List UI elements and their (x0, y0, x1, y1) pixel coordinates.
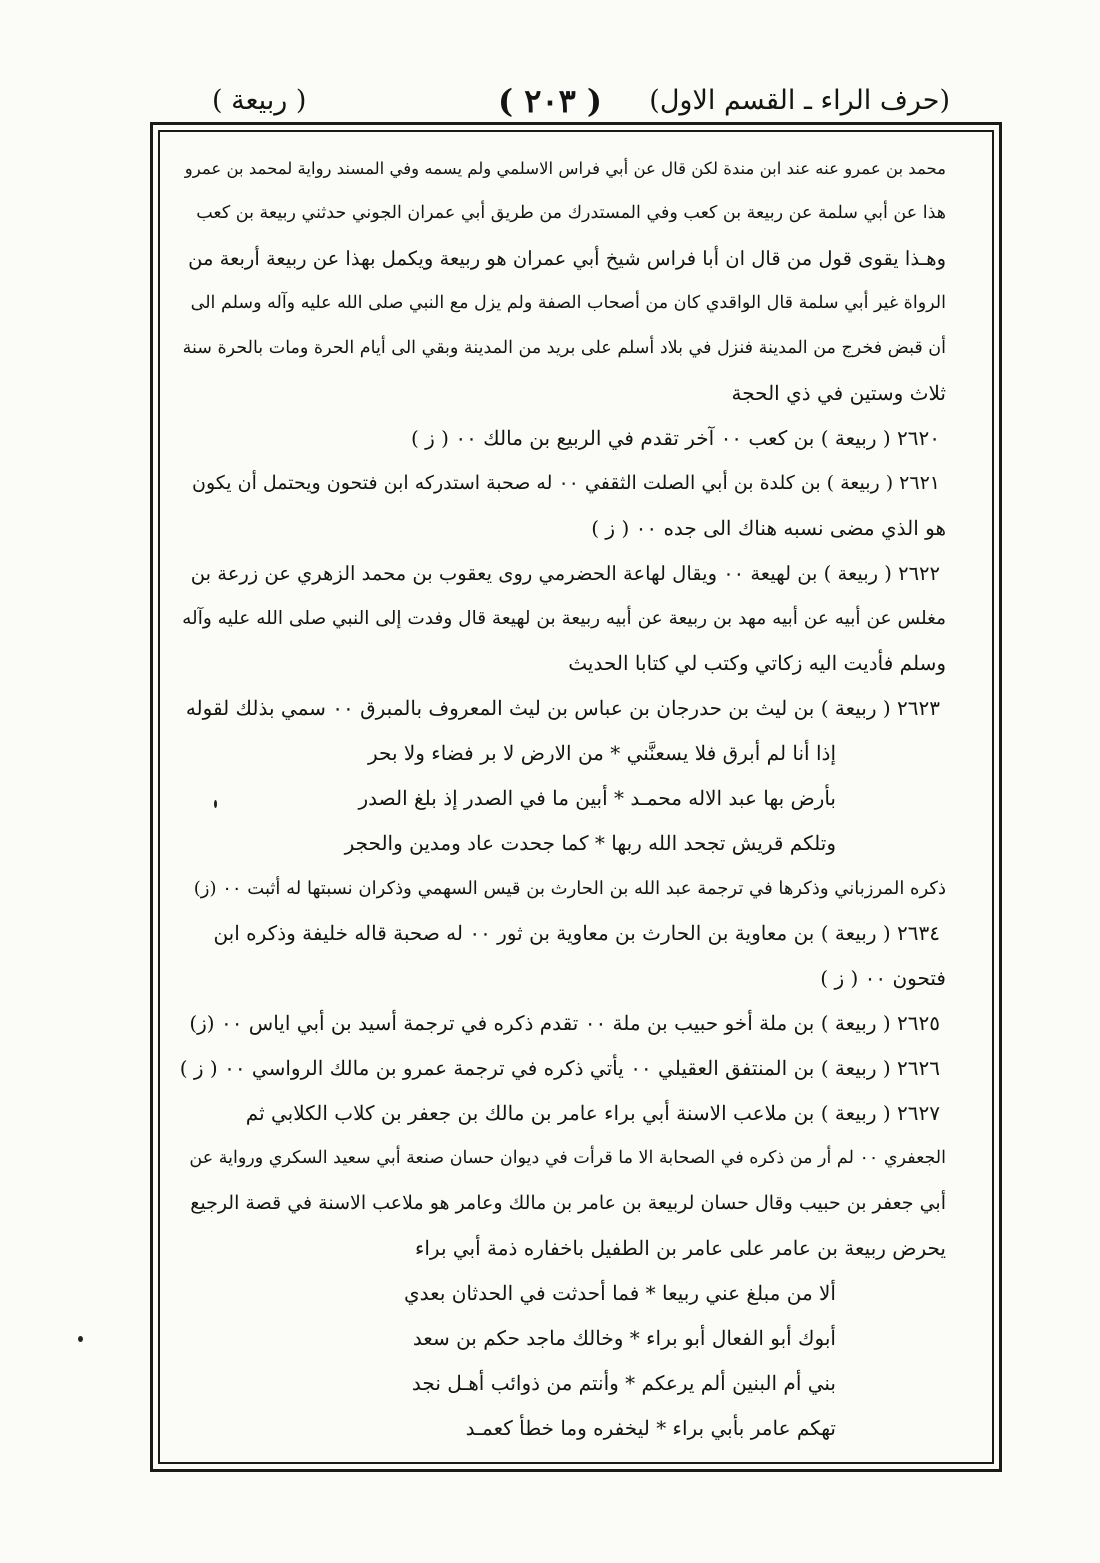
verse-line: بأرض بها عبد الاله محمـد * أبين ما في الصدر إذ بلغ الصدر (358, 786, 836, 810)
verse-line: بني أم البنين ألم يرعكم * وأنتم من ذوائب أهـل نجد (411, 1371, 836, 1395)
entry-line: ٢٦٢١ ( ربيعة ) بن كلدة بن أبي الصلت الثقفي ٠٠ له صحبة استدركه ابن فتحون ويحتمل أن يكون (192, 472, 940, 494)
entry-heading: ( ربيعة ) (212, 85, 307, 116)
verse-line: ألا من مبلغ عني ربيعا * فما أحدثت في الحدثان بعدي (404, 1281, 836, 1305)
text-line: محمد بن عمرو عنه عند ابن مندة لكن قال عن أبي فراس الاسلمي ولم يسمه وفي المسند رواية لمحمد بن عمرو (184, 159, 946, 178)
verse-line: وتلكم قريش تجحد الله ربها * كما جحدت عاد ومدين والحجر (344, 831, 836, 855)
entry-line: ٢٦٢٢ ( ربيعة ) بن لهيعة ٠٠ ويقال لهاعة الحضرمي روى يعقوب بن محمد الزهري عن زرعة بن (190, 562, 940, 585)
text-line: وهـذا يقوى قول من قال ان أبا فراس شيخ أبي عمران هو ربيعة ويكمل بهذا عن ربيعة أربعة من (188, 247, 946, 270)
text-line: وسلم فأديت اليه زكاتي وكتب لي كتابا الحديث (568, 651, 946, 675)
text-line: هو الذي مضى نسبه هناك الى جده ٠٠ ( ز ) (591, 516, 946, 540)
text-line: مغلس عن أبيه عن أبيه مهد بن ربيعة عن أبيه ربيعة بن لهيعة قال وفدت إلى النبي صلى الله عليه وآله (182, 608, 946, 629)
entry-line: ٢٦٢٣ ( ربيعة ) بن ليث بن حدرجان بن عباس بن ليث المعروف بالمبرق ٠٠ سمي بذلك لقوله (185, 696, 940, 720)
chapter-heading: (حرف الراء ـ القسم الاول) (649, 85, 950, 116)
entry-line: ٢٦٢٥ ( ربيعة ) بن ملة أخو حبيب بن ملة ٠٠ تقدم ذكره في ترجمة أسيد بن أبي اياس ٠٠ (ز) (189, 1011, 940, 1035)
text-line: أن قبض فخرج من المدينة فنزل في بلاد أسلم على بريد من المدينة وبقي الى أيام الحرة ومات بالحرة سنة (182, 338, 946, 358)
text-line: يحرض ربيعة بن عامر على عامر بن الطفيل باخفاره ذمة أبي براء (414, 1236, 946, 1260)
text-line: الرواة غير أبي سلمة قال الواقدي كان من أصحاب الصفة ولم يزل مع النبي صلى الله عليه وآله وسلم الى (190, 293, 946, 313)
text-line: أبي جعفر بن حبيب وقال حسان لربيعة بن عامر بن مالك وعامر هو ملاعب الاسنة في قصة الرجيع (190, 1192, 946, 1214)
page-header (150, 78, 950, 124)
page-number: ( ٢٠٣ ) (497, 82, 603, 120)
text-line: ذكره المرزباني وذكرها في ترجمة عبد الله بن الحارث بن قيس السهمي وذكران نسبتها له أثبت ٠٠ (ز) (193, 878, 946, 899)
text-line: هذا عن أبي سلمة عن ربيعة بن كعب وفي المستدرك من طريق أبي عمران الجوني حدثني ربيعة بن كعب (196, 203, 946, 223)
verse-line: تهكم عامر بأبي براء * ليخفره وما خطأ كعمـد (465, 1416, 836, 1440)
verse-line: أبوك أبو الفعال أبو براء * وخالك ماجد حكم بن سعد (412, 1326, 836, 1350)
text-line: فتحون ٠٠ ( ز ) (820, 966, 946, 990)
verse-line: إذا أنا لم أبرق فلا يسعنَّني * من الارض لا بر فضاء ولا بحر (368, 741, 836, 765)
body-text (176, 146, 946, 1451)
entry-line: ٢٦٢٠ ( ربيعة ) بن كعب ٠٠ آخر تقدم في الربيع بن مالك ٠٠ ( ز ) (411, 426, 940, 450)
entry-line: ٢٦٢٧ ( ربيعة ) بن ملاعب الاسنة أبي براء عامر بن مالك بن جعفر بن كلاب الكلابي ثم (245, 1101, 940, 1125)
ink-speck (78, 1336, 83, 1342)
text-line: ثلاث وستين في ذي الحجة (731, 381, 946, 405)
entry-line: ٢٦٣٤ ( ربيعة ) بن معاوية بن الحارث بن معاوية بن ثور ٠٠ له صحبة قاله خليفة وذكره ابن (213, 921, 940, 945)
ink-speck (214, 800, 217, 808)
entry-line: ٢٦٢٦ ( ربيعة ) بن المنتفق العقيلي ٠٠ يأتي ذكره في ترجمة عمرو بن مالك الرواسي ٠٠ ( ز ) (179, 1056, 940, 1080)
text-line: الجعفري ٠٠ لم أر من ذكره في الصحابة الا ما قرأت في ديوان حسان صنعة أبي سعيد السكري ورواية عن (189, 1148, 946, 1168)
